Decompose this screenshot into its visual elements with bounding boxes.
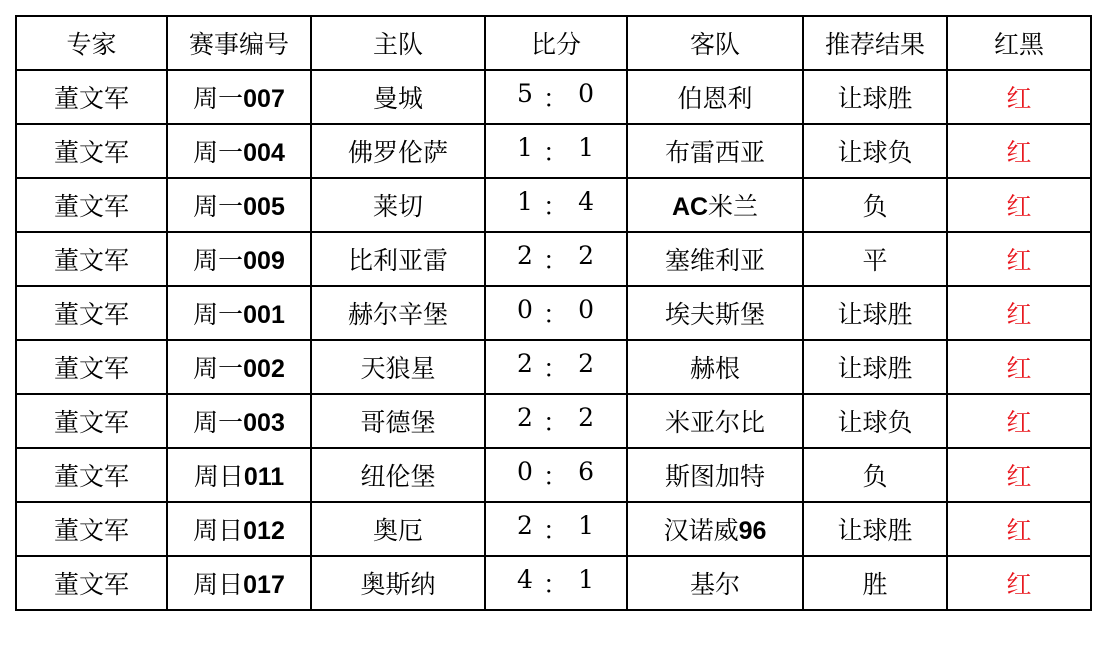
recommend-result: 让球胜 — [837, 300, 913, 329]
away-team-suffix: 基尔 — [689, 570, 740, 599]
header-match-no: 赛事编号 — [167, 16, 311, 70]
score — [517, 295, 595, 331]
redblack-result: 红 — [1006, 300, 1032, 329]
cell-redblack — [947, 340, 1091, 394]
cell-expert — [16, 502, 167, 556]
cell-score — [485, 178, 627, 232]
cell-match-no — [167, 286, 311, 340]
expert-name: 董文军 — [53, 138, 129, 167]
cell-away — [627, 448, 803, 502]
header-expert: 专家 — [16, 16, 167, 70]
score — [517, 241, 595, 277]
cell-home — [311, 556, 485, 610]
cell-recommend — [803, 124, 947, 178]
score-away: 0 — [578, 79, 595, 108]
cell-recommend — [803, 340, 947, 394]
cell-expert — [16, 178, 167, 232]
cell-expert — [16, 394, 167, 448]
score-home: 1 — [517, 133, 534, 162]
score — [517, 565, 595, 601]
cell-away — [627, 394, 803, 448]
score-away: 6 — [578, 457, 595, 486]
match-number: 003 — [243, 409, 285, 437]
header-score: 比分 — [485, 16, 627, 70]
cell-redblack — [947, 286, 1091, 340]
score-away: 0 — [578, 295, 595, 324]
cell-away — [627, 70, 803, 124]
match-day: 周日 — [193, 462, 244, 491]
cell-away — [627, 286, 803, 340]
cell-score — [485, 232, 627, 286]
score-separator: ： — [542, 462, 569, 491]
table-body — [16, 70, 1091, 610]
expert-name: 董文军 — [53, 462, 129, 491]
match-number: 005 — [243, 193, 285, 221]
score-separator: ： — [542, 246, 569, 275]
score-away: 2 — [578, 241, 595, 270]
away-team-latin: AC — [671, 193, 709, 221]
recommend-result: 负 — [862, 462, 888, 491]
cell-score — [485, 70, 627, 124]
header-recommend: 推荐结果 — [803, 16, 947, 70]
header-away: 客队 — [627, 16, 803, 70]
away-team-latin: 96 — [738, 517, 767, 545]
cell-recommend — [803, 448, 947, 502]
score-away: 1 — [578, 511, 595, 540]
table-row — [16, 556, 1091, 610]
cell-home — [311, 70, 485, 124]
recommend-result: 负 — [862, 192, 888, 221]
cell-score — [485, 448, 627, 502]
score-home: 0 — [517, 457, 534, 486]
cell-redblack — [947, 178, 1091, 232]
match-number: 009 — [243, 247, 285, 275]
score-home: 2 — [517, 241, 534, 270]
score — [517, 187, 595, 223]
cell-home — [311, 124, 485, 178]
cell-expert — [16, 556, 167, 610]
cell-expert — [16, 340, 167, 394]
recommend-result: 胜 — [862, 570, 888, 599]
header-row — [16, 16, 1091, 70]
cell-redblack — [947, 70, 1091, 124]
cell-recommend — [803, 502, 947, 556]
results-table — [15, 15, 1092, 611]
score-home: 4 — [517, 565, 534, 594]
redblack-result: 红 — [1006, 354, 1032, 383]
cell-score — [485, 394, 627, 448]
cell-recommend — [803, 394, 947, 448]
recommend-result: 平 — [862, 246, 888, 275]
redblack-result: 红 — [1006, 570, 1032, 599]
score — [517, 457, 595, 493]
match-day: 周一 — [193, 246, 244, 275]
expert-name: 董文军 — [53, 192, 129, 221]
score — [517, 511, 595, 547]
home-team: 奥厄 — [372, 516, 423, 545]
score-separator: ： — [542, 354, 569, 383]
away-team-suffix: 伯恩利 — [677, 84, 753, 113]
away-team-prefix: 汉诺威 — [663, 516, 739, 545]
redblack-result: 红 — [1006, 246, 1032, 275]
cell-recommend — [803, 286, 947, 340]
home-team: 莱切 — [372, 192, 423, 221]
cell-home — [311, 178, 485, 232]
match-day: 周一 — [193, 138, 244, 167]
home-team: 比利亚雷 — [347, 246, 448, 275]
table-row — [16, 502, 1091, 556]
cell-home — [311, 394, 485, 448]
table-row — [16, 394, 1091, 448]
match-day: 周一 — [193, 408, 244, 437]
match-day: 周一 — [193, 354, 244, 383]
expert-name: 董文军 — [53, 408, 129, 437]
score-separator: ： — [542, 138, 569, 167]
match-number: 001 — [243, 301, 285, 329]
away-team-suffix: 米兰 — [708, 192, 759, 221]
table-row — [16, 70, 1091, 124]
redblack-result: 红 — [1006, 84, 1032, 113]
table-row — [16, 340, 1091, 394]
cell-expert — [16, 232, 167, 286]
cell-away — [627, 556, 803, 610]
away-team-suffix: 米亚尔比 — [664, 408, 765, 437]
expert-name: 董文军 — [53, 246, 129, 275]
recommend-result: 让球负 — [837, 138, 913, 167]
cell-match-no — [167, 502, 311, 556]
recommend-result: 让球负 — [837, 408, 913, 437]
score-home: 1 — [517, 187, 534, 216]
home-team: 哥德堡 — [360, 408, 436, 437]
match-number: 012 — [243, 517, 285, 545]
cell-recommend — [803, 232, 947, 286]
redblack-result: 红 — [1006, 462, 1032, 491]
cell-recommend — [803, 556, 947, 610]
away-team-suffix: 埃夫斯堡 — [664, 300, 765, 329]
redblack-result: 红 — [1006, 408, 1032, 437]
match-day: 周一 — [193, 300, 244, 329]
match-day: 周一 — [193, 84, 244, 113]
cell-home — [311, 502, 485, 556]
match-day: 周一 — [193, 192, 244, 221]
score — [517, 403, 595, 439]
cell-match-no — [167, 340, 311, 394]
home-team: 天狼星 — [360, 354, 436, 383]
table-row — [16, 286, 1091, 340]
match-number: 002 — [243, 355, 285, 383]
cell-score — [485, 502, 627, 556]
cell-match-no — [167, 394, 311, 448]
cell-score — [485, 124, 627, 178]
recommend-result: 让球胜 — [837, 84, 913, 113]
expert-name: 董文军 — [53, 300, 129, 329]
table-row — [16, 178, 1091, 232]
score-away: 2 — [578, 403, 595, 432]
cell-score — [485, 286, 627, 340]
home-team: 纽伦堡 — [360, 462, 436, 491]
match-number: 004 — [243, 139, 285, 167]
home-team: 曼城 — [372, 84, 423, 113]
cell-match-no — [167, 70, 311, 124]
score — [517, 79, 595, 115]
cell-match-no — [167, 124, 311, 178]
expert-name: 董文军 — [53, 354, 129, 383]
home-team: 奥斯纳 — [360, 570, 436, 599]
recommend-result: 让球胜 — [837, 516, 913, 545]
expert-name: 董文军 — [53, 84, 129, 113]
cell-match-no — [167, 556, 311, 610]
score-separator: ： — [542, 192, 569, 221]
home-team: 赫尔辛堡 — [347, 300, 448, 329]
away-team-suffix: 塞维利亚 — [664, 246, 765, 275]
score-separator: ： — [542, 570, 569, 599]
cell-recommend — [803, 178, 947, 232]
cell-away — [627, 340, 803, 394]
cell-expert — [16, 70, 167, 124]
score — [517, 349, 595, 385]
cell-home — [311, 340, 485, 394]
score-away: 1 — [578, 565, 595, 594]
cell-expert — [16, 124, 167, 178]
table-row — [16, 124, 1091, 178]
cell-score — [485, 340, 627, 394]
cell-expert — [16, 286, 167, 340]
redblack-result: 红 — [1006, 192, 1032, 221]
score — [517, 133, 595, 169]
score-away: 2 — [578, 349, 595, 378]
header-redblack: 红黑 — [947, 16, 1091, 70]
cell-redblack — [947, 124, 1091, 178]
cell-match-no — [167, 178, 311, 232]
cell-home — [311, 286, 485, 340]
home-team: 佛罗伦萨 — [347, 138, 448, 167]
match-day: 周日 — [193, 516, 244, 545]
cell-away — [627, 232, 803, 286]
score-away: 4 — [578, 187, 595, 216]
cell-home — [311, 448, 485, 502]
header-home: 主队 — [311, 16, 485, 70]
score-separator: ： — [542, 300, 569, 329]
away-team-suffix: 布雷西亚 — [664, 138, 765, 167]
away-team-suffix: 斯图加特 — [664, 462, 765, 491]
redblack-result: 红 — [1006, 138, 1032, 167]
expert-name: 董文军 — [53, 570, 129, 599]
redblack-result: 红 — [1006, 516, 1032, 545]
match-number: 017 — [243, 571, 285, 599]
away-team-suffix: 赫根 — [689, 354, 740, 383]
match-number: 011 — [243, 463, 285, 491]
score-separator: ： — [542, 516, 569, 545]
cell-away — [627, 178, 803, 232]
cell-redblack — [947, 232, 1091, 286]
cell-match-no — [167, 232, 311, 286]
score-home: 0 — [517, 295, 534, 324]
match-day: 周日 — [193, 570, 244, 599]
score-home: 5 — [517, 79, 534, 108]
expert-name: 董文军 — [53, 516, 129, 545]
score-away: 1 — [578, 133, 595, 162]
cell-recommend — [803, 70, 947, 124]
recommend-result: 让球胜 — [837, 354, 913, 383]
cell-match-no — [167, 448, 311, 502]
match-number: 007 — [243, 85, 285, 113]
cell-redblack — [947, 448, 1091, 502]
cell-home — [311, 232, 485, 286]
score-separator: ： — [542, 84, 569, 113]
cell-score — [485, 556, 627, 610]
cell-redblack — [947, 556, 1091, 610]
table-row — [16, 232, 1091, 286]
score-home: 2 — [517, 349, 534, 378]
cell-expert — [16, 448, 167, 502]
cell-away — [627, 502, 803, 556]
cell-away — [627, 124, 803, 178]
score-home: 2 — [517, 403, 534, 432]
score-separator: ： — [542, 408, 569, 437]
score-home: 2 — [517, 511, 534, 540]
table-row — [16, 448, 1091, 502]
cell-redblack — [947, 394, 1091, 448]
cell-redblack — [947, 502, 1091, 556]
